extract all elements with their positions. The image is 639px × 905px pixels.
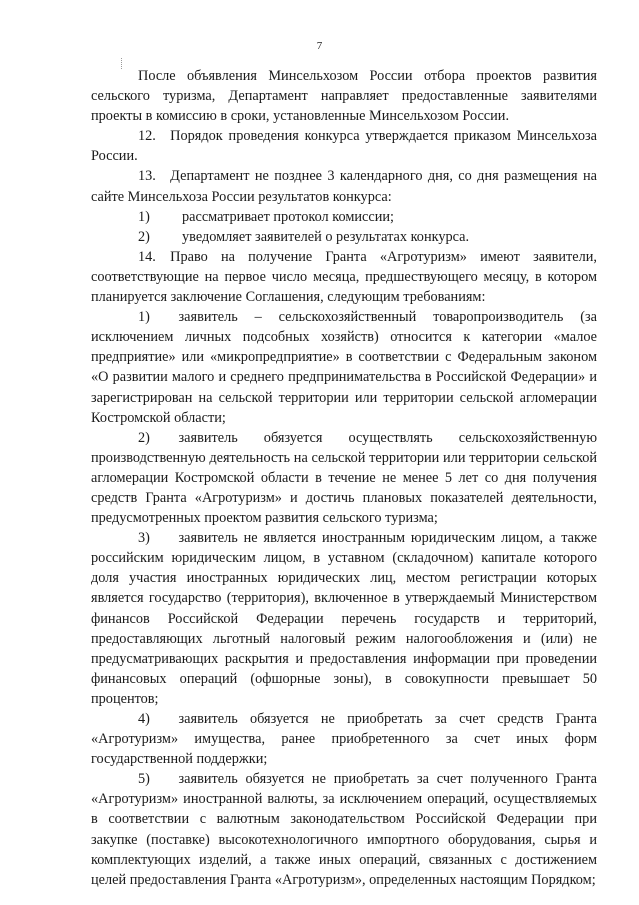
- list-item-number: 2): [138, 228, 150, 245]
- list-item-13-1: [91, 207, 597, 227]
- paragraph-13: 13. Департамент не позднее 3 календарного дня, со дня размещения на сайте Минсельхоза России результатов конкурса:: [91, 168, 597, 205]
- page-number: 7: [316, 40, 323, 52]
- paragraph-intro: После объявления Минсельхозом России отбора проектов развития сельского туризма, Департамент направляет предоставленные заявителями проекты в комиссию в сроки, установленные Минсельхозом России.: [91, 68, 597, 125]
- paragraph-12: 12. Порядок проведения конкурса утверждается приказом Минсельхоза России.: [91, 128, 597, 165]
- paragraph-14: 14. Право на получение Гранта «Агротуризм» имеют заявители, соответствующие на первое число месяца, предшествующего месяцу, в котором планируется заключение Соглашения, следующим требованиям:: [91, 248, 597, 306]
- paragraph-14-2: 2) заявитель обязуется осуществлять сельскохозяйственную производственную деятельность на сельской территории или территории сельской агломерации Костромской области в течение не менее 5 лет со дня получения средств Гранта «Агротуризм» и достичь плановых показателей деятельности, предусмотренных проектом развития сельского туризма;: [91, 429, 597, 527]
- list-item-13-2: [91, 227, 597, 247]
- paragraph-14-1: 1) заявитель – сельскохозяйственный товаропроизводитель (за исключением личных подсобных хозяйств) относится к категории «малое предприятие» или «микропредприятие» в соответствии с Федеральным законом «О развитии малого и среднего предпринимательства в Российской Федерации» и зарегистрирован на сельской территории или территории сельской агломерации Костромской области;: [91, 309, 597, 426]
- list-item-text: рассматривает протокол комиссии;: [182, 208, 395, 225]
- paragraph-14-4: 4) заявитель обязуется не приобретать за счет средств Гранта «Агротуризм» имущества, ранее приобретенного за счет иных форм государственной поддержки;: [91, 711, 597, 768]
- document-body: [91, 66, 597, 890]
- paragraph-14-3: 3) заявитель не является иностранным юридическим лицом, а также российским юридическим лицом, в уставном (складочном) капитале которого доля участия иностранных юридических лиц, местом регистрации которых является государство (территория), включенное в утверждаемый Министерством финансов Российской Федерации перечень государств и территорий, предоставляющих льготный налоговый режим налогообложения и (или) не предусматривающих раскрытия и предоставления информации при проведении финансовых операций (офшорные зоны), в совокупности превышает 50 процентов;: [91, 530, 597, 707]
- list-item-number: 1): [138, 208, 150, 225]
- list-item-text: уведомляет заявителей о результатах конкурса.: [182, 228, 470, 245]
- paragraph-14-5: 5) заявитель обязуется не приобретать за счет полученного Гранта «Агротуризм» иностранной валюты, за исключением операций, осуществляемых в соответствии с валютным законодательством Российской Федерации при закупке (поставке) высокотехнологичного импортного оборудования, сырья и комплектующих изделий, а также иных операций, связанных с достижением целей предоставления Гранта «Агротуризм», определенных настоящим Порядком;: [91, 771, 597, 888]
